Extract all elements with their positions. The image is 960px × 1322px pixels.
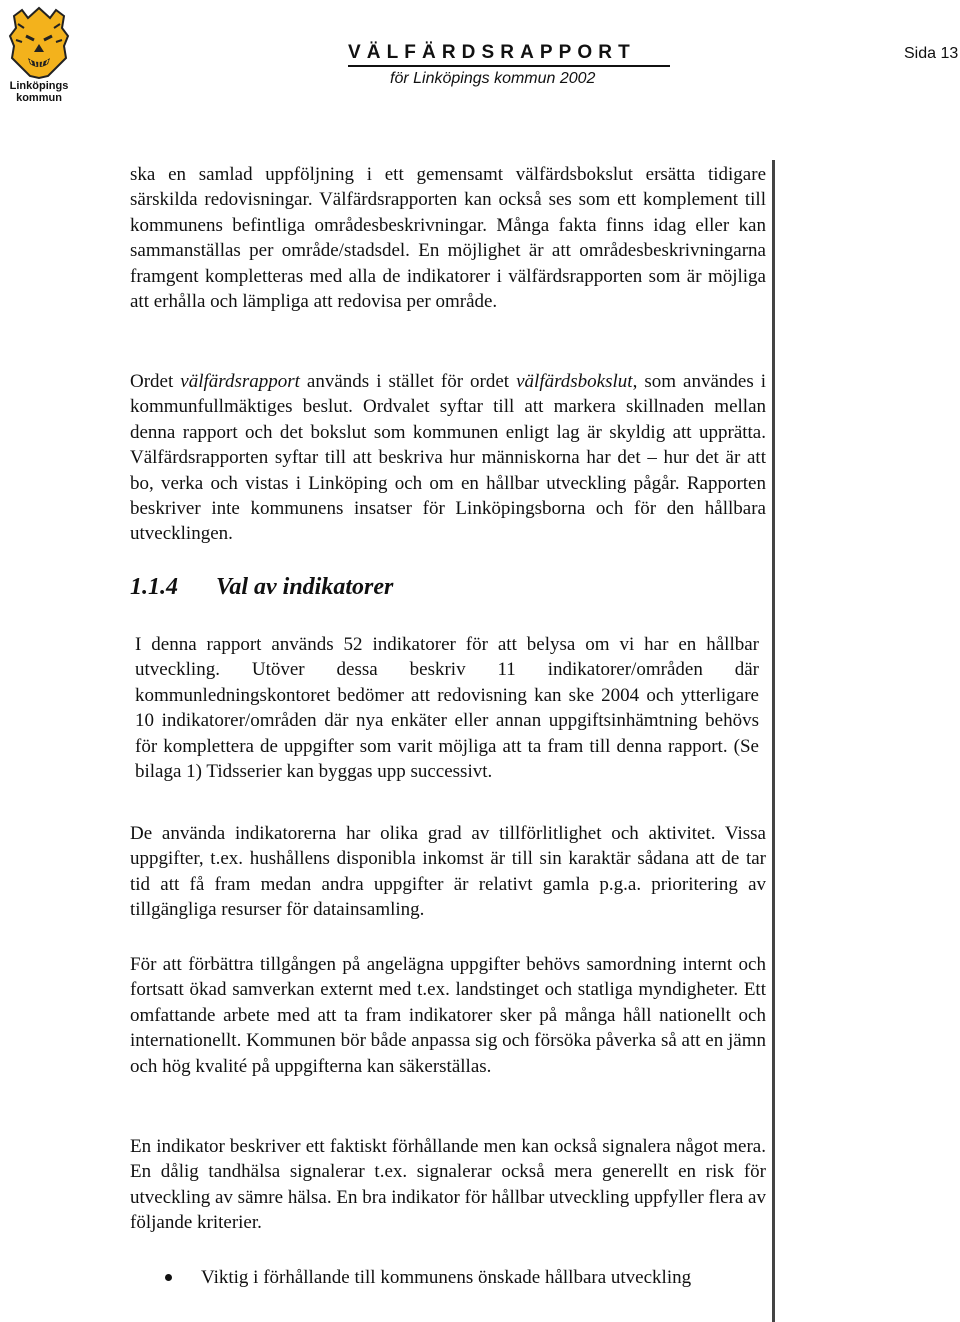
p2-italic-2: välfärdsbokslut: [516, 371, 633, 392]
linkoping-logo: [4, 6, 74, 106]
bullet-text: Viktig i förhållande till kommunens önskade hållbara utveckling: [201, 1267, 692, 1288]
logo-text: [4, 80, 74, 104]
section-title: Val av indikatorer: [216, 574, 394, 600]
page-number: Sida 13: [904, 45, 959, 62]
title-underline: [348, 65, 670, 67]
report-title: VÄLFÄRDSRAPPORT: [348, 42, 636, 63]
margin-change-bar: [772, 160, 775, 1322]
p2-italic-1: välfärdsrapport: [180, 371, 300, 392]
logo-line-1: Linköpings kommun: [9, 80, 69, 104]
paragraph-2: [130, 369, 766, 547]
section-number: 1.1.4: [130, 574, 178, 600]
paragraph-3: I denna rapport används 52 indikatorer för att belysa om vi har en hållbar utveckling. Utöver dessa beskriv 11 indikatorer/områden där kommunledningskontoret bedömer att redovisning kan ske 2004 och ytterligare 10 indikatorer/områden där nya enkäter eller annan uppgiftsinhämtning behövs för komplettera de uppgifter som varit möjliga att ta fram till denna rapport. (Se bilaga 1) Tidsserier kan byggas upp successivt.: [135, 634, 759, 783]
paragraph-1: ska en samlad uppföljning i ett gemensamt välfärdsbokslut ersätta tidigare särskilda redovisningar. Välfärdsrapporten kan också ses som ett komplement till kommunens befintliga områdesbeskrivningar. Många fakta finns idag eller kan sammanställas per område/stadsdel. En möjlighet är att områdesbeskrivningarna framgent kompletteras med alla de indikatorer i välfärdsrapporten som är möjliga att erhålla och lämpliga att redovisa per område.: [130, 164, 766, 313]
paragraph-5: För att förbättra tillgången på angelägna uppgifter behövs samordning internt och fortsatt ökad samverkan externt med t.ex. landstinget och statliga myndigheter. Ett omfattande arbete med att ta fram indikatorer sker på många håll nationellt och internationellt. Kommunen bör både anpassa sig och försöka påverka så att en jämn och hög kvalité på uppgifterna kan säkerställas.: [130, 954, 766, 1077]
report-subtitle: för Linköpings kommun 2002: [390, 70, 596, 87]
bullet-icon: [165, 1274, 172, 1281]
paragraph-6: En indikator beskriver ett faktiskt förhållande men kan också signalera något mera. En dålig tandhälsa signalerar t.ex. signalerar också mera generellt en risk för utveckling av sämre hälsa. En bra indikator för hållbar utveckling uppfyller flera av följande kriterier.: [130, 1136, 766, 1234]
paragraph-4: De använda indikatorerna har olika grad av tillförlitlighet och aktivitet. Vissa uppgifter, t.ex. hushållens disponibla inkomst är till sin karaktär sådana att de tar tid att få fram medan andra uppgifter är relativt gamla p.g.a. prioritering av tillgängliga resurser för datainsamling.: [130, 823, 766, 921]
lion-crest-icon: [4, 6, 74, 80]
p2-text-2: används i stället för ordet: [299, 371, 517, 392]
section-heading: [130, 574, 393, 601]
p2-text-3: , som användes i kommunfullmäktiges beslut. Ordvalet syftar till att markera skillnaden mellan denna rapport och det bokslut som kommunen enligt lag är skyldig att upprätta. Välfärdsrapporten syftar till att beskriva hur människorna har det – hur det är att bo, verka och vistas i Linköping och om en hållbar utveckling pågår. Rapporten beskriver inte kommunens insatser för Linköpingsborna och för den hållbara utvecklingen.: [130, 371, 767, 545]
p2-text-1: Ordet: [130, 371, 181, 392]
